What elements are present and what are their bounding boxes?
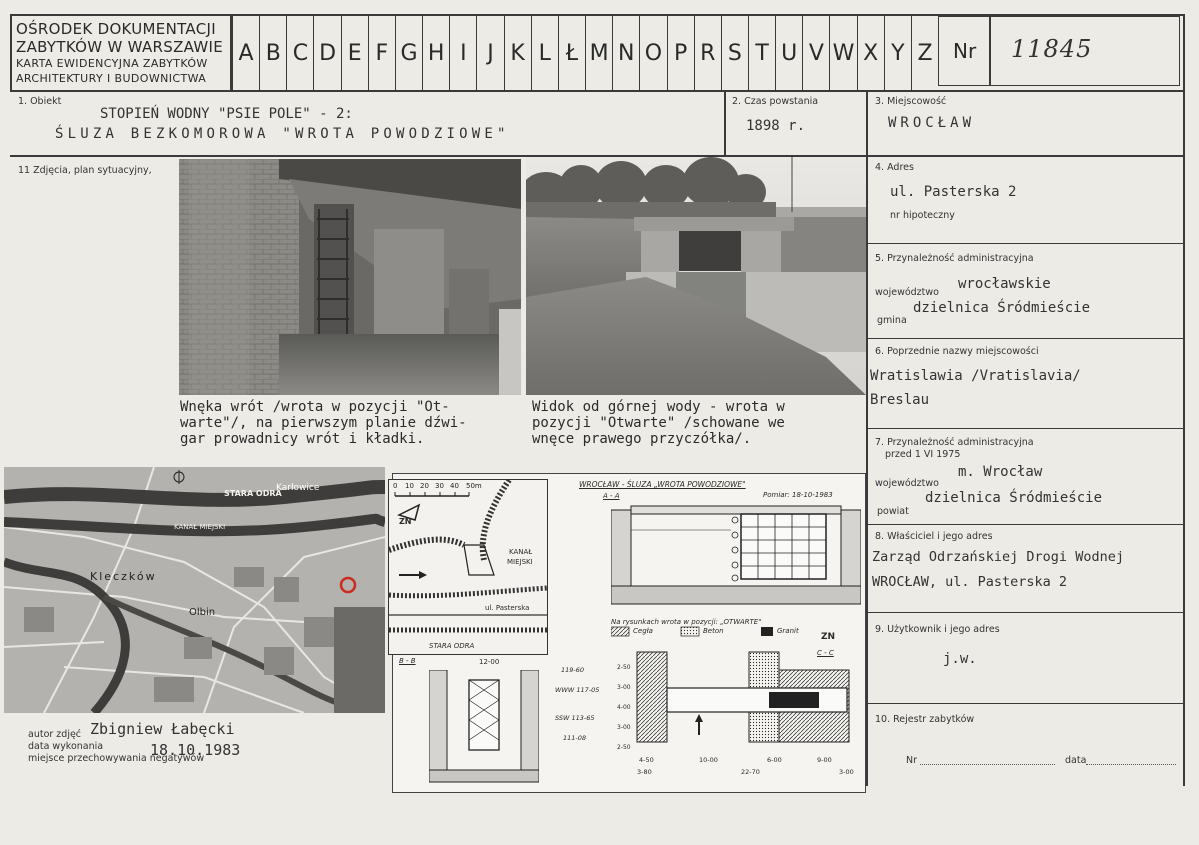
left-border (10, 14, 12, 92)
situation-map (4, 467, 385, 713)
dim-9-00: 9-00 (817, 756, 832, 764)
scale-30: 30 (435, 482, 444, 490)
index-letters (232, 16, 938, 90)
institution-line-1: OŚRODEK DOKUMENTACJI (16, 20, 216, 38)
scale-10: 10 (405, 482, 414, 490)
index-letter-cell: D (313, 16, 340, 90)
index-letter-cell: M (585, 16, 612, 90)
label-miejski: MIEJSKI (507, 558, 533, 566)
institution-line-4: ARCHITEKTURY I BUDOWNICTWA (16, 72, 207, 85)
index-letter-cell: R (694, 16, 721, 90)
label-kanal: KANAŁ (509, 548, 533, 556)
map-label-olbin: Olbin (189, 607, 216, 618)
situation-drawing (388, 479, 548, 655)
photo1-caption-line2: warte"/, na pierwszym planie dźwi- (180, 415, 467, 431)
index-letter-cell: E (341, 16, 368, 90)
dim-22-70: 22-70 (741, 768, 760, 776)
legend-granite: Granit (777, 627, 799, 635)
field7-voivodeship-label: województwo (875, 478, 939, 489)
index-letter-cell: P (667, 16, 694, 90)
field9-label: 9. Użytkownik i jego adres (875, 624, 1000, 635)
index-letter-cell: B (259, 16, 286, 90)
index-letter-cell: G (395, 16, 422, 90)
photo1-caption (180, 399, 467, 447)
section-cc-label: C - C (817, 649, 834, 657)
bb-width-dim: 12-00 (479, 658, 500, 666)
index-letter-cell: S (721, 16, 748, 90)
owner-line-2: WROCŁAW, ul. Pasterska 2 (872, 574, 1068, 590)
field11-label: 11 Zdjęcia, plan sytuacyjny, (18, 165, 152, 176)
right-column-divider (866, 156, 868, 786)
divider-7-8 (866, 524, 1184, 525)
dim-4-50: 4-50 (639, 756, 654, 764)
index-letter-cell: V (802, 16, 829, 90)
nr-value: 11845 (1011, 35, 1093, 63)
institution-line-3: KARTA EWIDENCYJNA ZABYTKÓW (16, 57, 208, 70)
user-value: j.w. (943, 651, 977, 667)
index-letter-cell: X (857, 16, 884, 90)
side-dim-3: 4-00 (617, 704, 631, 711)
photo1-caption-line3: gar prowadnicy wrót i kładki. (180, 431, 425, 447)
label-pasterska: ul. Pasterska (485, 604, 530, 612)
divider-5-6 (866, 338, 1184, 339)
photo-author: Zbigniew Łabęcki (90, 720, 235, 738)
legend-concrete: Beton (703, 627, 724, 635)
side-dim-2: 3-00 (617, 684, 631, 691)
mortgage-number-label: nr hipoteczny (890, 210, 955, 221)
divider-6-7 (866, 428, 1184, 429)
object-name-line2: ŚLUZA BEZKOMOROWA "WROTA POWODZIOWE" (55, 126, 510, 142)
former-name-2: Breslau (870, 392, 930, 408)
register-date-line (1086, 764, 1176, 765)
gmina-value: dzielnica Śródmieście (913, 300, 1091, 316)
field8-label: 8. Właściciel i jego adres (875, 531, 993, 542)
side-dim-1: 2-50 (617, 664, 631, 671)
index-letter-cell: T (748, 16, 775, 90)
construction-date: 1898 r. (746, 118, 806, 134)
photo-upper-water-view (526, 157, 866, 395)
voivodeship-label: województwo (875, 287, 939, 298)
field4-label: 4. Adres (875, 162, 914, 173)
object-name-line1: STOPIEŃ WODNY "PSIE POLE" - 2: (100, 106, 353, 122)
dim-6-00: 6-00 (767, 756, 782, 764)
north-arrow-zn: ZN (821, 632, 836, 642)
field7-label-1: 7. Przynależność administracyjna (875, 437, 1034, 448)
photo2-caption-line3: wnęce prawego przyczółka/. (532, 431, 752, 447)
map-label-karlowice: Karłowice (276, 483, 320, 493)
label-stara-odra: STARA ODRA (429, 642, 475, 650)
legend-brick: Cegła (633, 627, 653, 635)
field2-label: 2. Czas powstania (732, 96, 819, 107)
survey-date: Pomiar: 18-10-1983 (763, 491, 833, 499)
register-date-label: data (1065, 755, 1087, 766)
north-arrow-label: ZN (399, 517, 412, 526)
map-label-stara-odra: STARA ODRA (224, 489, 282, 498)
dim-3-80: 3-80 (637, 768, 652, 776)
field7-powiat-value: dzielnica Śródmieście (925, 490, 1103, 506)
institution-line-2: ZABYTKÓW W WARSZAWIE (16, 38, 224, 56)
scale-40: 40 (450, 482, 459, 490)
level-111-08: 111-08 (563, 734, 587, 742)
right-border (1183, 14, 1185, 92)
dim-10-00: 10-00 (699, 756, 718, 764)
index-letter-cell: Ł (558, 16, 585, 90)
field3-divider (866, 91, 868, 156)
nr-inner-divider (989, 17, 991, 85)
field5-label: 5. Przynależność administracyjna (875, 253, 1034, 264)
author-label: autor zdjęć (28, 729, 82, 740)
divider-8-9 (866, 612, 1184, 613)
field10-label: 10. Rejestr zabytków (875, 714, 975, 725)
register-nr-line (920, 764, 1055, 765)
map-label-kanal-miejski: KANAŁ MIEJSKI (174, 523, 226, 531)
photo1-caption-line1: Wnęka wrót /wrota w pozycji "Ot- (180, 399, 450, 415)
index-letter-cell: N (612, 16, 639, 90)
section-bb-label: B - B (399, 657, 416, 665)
index-letter-cell: K (504, 16, 531, 90)
section-aa-drawing (611, 500, 861, 610)
section-aa-label: A - A (603, 492, 620, 500)
photo2-caption-line2: pozycji "Otwarte" /schowane we (532, 415, 785, 431)
section-cc-drawing (629, 640, 859, 750)
address: ul. Pasterska 2 (890, 184, 1017, 200)
negatives-storage-label: miejsce przechowywania negatywów (28, 753, 205, 764)
photo2-caption (532, 399, 785, 447)
index-letter-cell: O (639, 16, 666, 90)
section-bb-drawing (429, 670, 539, 785)
index-letter-cell: H (422, 16, 449, 90)
level-ssw: SSW 113-65 (555, 714, 595, 722)
photo-gate-niche (179, 159, 521, 395)
register-nr-label: Nr (906, 755, 918, 766)
former-name-1: Wratislawia /Vratislavia/ (870, 368, 1081, 384)
scale-50m: 50m (466, 482, 482, 490)
field7-label-2: przed 1 VI 1975 (885, 449, 961, 460)
side-dim-4: 3-00 (617, 724, 631, 731)
owner-line-1: Zarząd Odrzańskiej Drogi Wodnej (872, 549, 1124, 565)
index-letter-cell: Z (911, 16, 938, 90)
photo2-caption-line1: Widok od górnej wody - wrota w (532, 399, 785, 415)
index-letter-cell: F (368, 16, 395, 90)
side-dims (617, 658, 631, 758)
header-bottom-line (10, 90, 1185, 92)
index-letter-cell: A (232, 16, 259, 90)
institution-name (16, 20, 230, 86)
field7-powiat-label: powiat (877, 506, 909, 517)
date-label: data wykonania (28, 741, 104, 752)
index-letter-cell: W (829, 16, 856, 90)
level-119-60: 119-60 (561, 666, 585, 674)
index-letter-cell: L (531, 16, 558, 90)
drawing-title: WROCŁAW - ŚLUZA „WROTA POWODZIOWE" (579, 480, 746, 489)
field2-divider (724, 91, 726, 156)
divider-4-5 (866, 243, 1184, 244)
field6-label: 6. Poprzednie nazwy miejscowości (875, 346, 1039, 357)
nr-box (938, 16, 1180, 86)
index-letter-cell: C (286, 16, 313, 90)
index-letter-cell: Y (884, 16, 911, 90)
nr-label: Nr (953, 39, 977, 63)
field3-label: 3. Miejscowość (875, 96, 947, 107)
photo-date: 18.10.1983 (150, 741, 241, 759)
scale-0: 0 (393, 482, 398, 490)
level-www: WWW 117-05 (555, 686, 600, 694)
side-dim-5: 2-50 (617, 744, 631, 751)
right-border-lower (1183, 91, 1185, 786)
locality: WROCŁAW (888, 115, 976, 131)
index-letter-cell: J (476, 16, 503, 90)
map-label-kleczkow: Kleczków (90, 570, 157, 583)
field1-label: 1. Obiekt (18, 96, 62, 107)
voivodeship-value: wrocławskie (958, 276, 1051, 292)
gmina-label: gmina (877, 315, 907, 326)
dim-3-00: 3-00 (839, 768, 854, 776)
divider-9-10 (866, 703, 1184, 704)
open-position-note: Na rysunkach wrota w pozycji: „OTWARTE" (611, 618, 762, 626)
field7-voivodeship-value: m. Wrocław (958, 464, 1043, 480)
scale-20: 20 (420, 482, 429, 490)
index-letter-cell: U (775, 16, 802, 90)
index-letter-cell: I (449, 16, 476, 90)
